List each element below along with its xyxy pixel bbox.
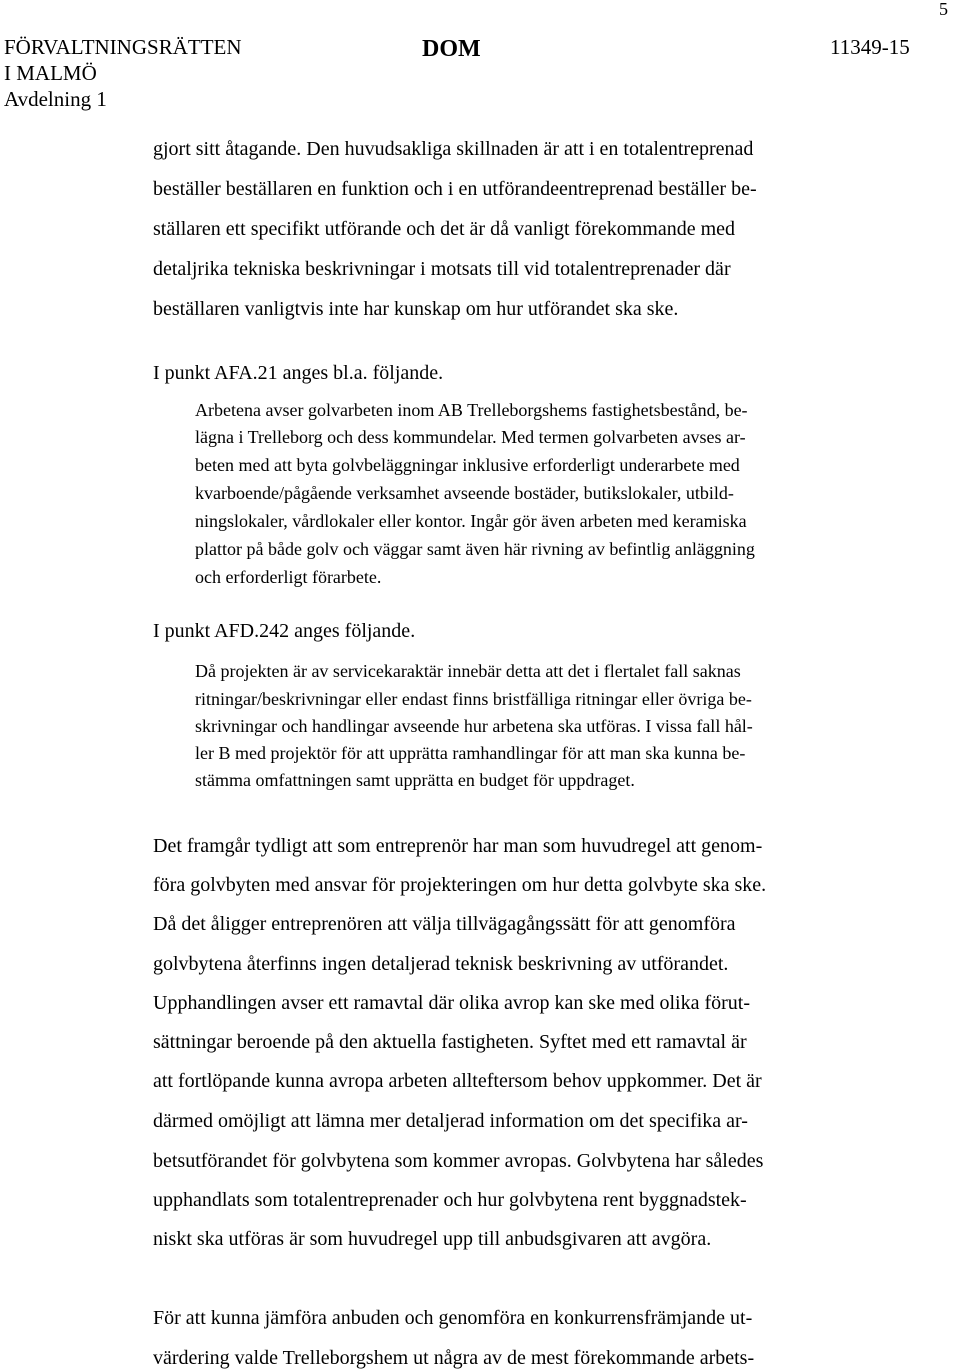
text-line: sättningar beroende på den aktuella fastigheten. Syftet med ett ramavtal är bbox=[153, 1031, 747, 1053]
text-line: upphandlats som totalentreprenader och hur golvbytena rent byggnadstek- bbox=[153, 1189, 747, 1211]
text-line: golvbytena återfinns ingen detaljerad teknisk beskrivning av utförandet. bbox=[153, 953, 729, 975]
text-line: Det framgår tydligt att som entreprenör har man som huvudregel att genom- bbox=[153, 835, 763, 857]
document-type: DOM bbox=[422, 36, 481, 62]
text-line: niskt ska utföras är som huvudregel upp till anbudsgivaren att avgöra. bbox=[153, 1228, 712, 1250]
afd-intro: I punkt AFD.242 anges följande. bbox=[153, 620, 416, 642]
quote-line: ritningar/beskrivningar eller endast finns bristfälliga ritningar eller övriga be- bbox=[195, 689, 752, 709]
text-line: gjort sitt åtagande. Den huvudsakliga skillnaden är att i en totalentreprenad bbox=[153, 138, 754, 160]
text-line: att fortlöpande kunna avropa arbeten allteftersom behov uppkommer. Det är bbox=[153, 1070, 762, 1092]
quote-line: lägna i Trelleborg och dess kommundelar. Med termen golvarbeten avses ar- bbox=[195, 427, 746, 447]
text-line: föra golvbyten med ansvar för projekteringen om hur detta golvbyte ska ske. bbox=[153, 874, 767, 896]
text-line: beställaren vanligtvis inte har kunskap om hur utförandet ska ske. bbox=[153, 298, 679, 320]
quote-line: plattor på både golv och väggar samt även här rivning av befintlig anläggning bbox=[195, 539, 755, 559]
afa-intro: I punkt AFA.21 anges bl.a. följande. bbox=[153, 362, 444, 384]
quote-line: Då projekten är av servicekaraktär innebär detta att det i flertalet fall saknas bbox=[195, 661, 741, 681]
text-line: Upphandlingen avser ett ramavtal där olika avrop kan ske med olika förut- bbox=[153, 992, 751, 1014]
text-line: Då det åligger entreprenören att välja tillvägagångssätt för att genomföra bbox=[153, 913, 736, 935]
text-line: värdering valde Trelleborgshem ut några av de mest förekommande arbets- bbox=[153, 1347, 755, 1369]
text-line: beställer beställaren en funktion och i en utförandeentreprenad beställer be- bbox=[153, 178, 757, 200]
quote-line: ler B med projektör för att upprätta ramhandlingar för att man ska kunna be- bbox=[195, 743, 746, 763]
quote-line: kvarboende/pågående verksamhet avseende bostäder, butikslokaler, utbild- bbox=[195, 483, 734, 503]
text-line: därmed omöjligt att lämna mer detaljerad information om det specifika ar- bbox=[153, 1110, 748, 1132]
quote-line: och erforderligt förarbete. bbox=[195, 567, 382, 587]
text-line: ställaren ett specifikt utförande och det är då vanligt förekommande med bbox=[153, 218, 736, 240]
text-line: För att kunna jämföra anbuden och genomföra en konkurrensfrämjande ut- bbox=[153, 1307, 753, 1329]
text-line: detaljrika tekniska beskrivningar i motsats till vid totalentreprenader där bbox=[153, 258, 731, 280]
quote-line: skrivningar och handlingar avseende hur arbetena ska utföras. I vissa fall hål- bbox=[195, 716, 753, 736]
text-line: betsutförandet för golvbytena som kommer avropas. Golvbytena har således bbox=[153, 1150, 764, 1172]
quote-line: ningslokaler, vårdlokaler eller kontor. Ingår gör även arbeten med keramiska bbox=[195, 511, 747, 531]
quote-line: stämma omfattningen samt upprätta en budget för uppdraget. bbox=[195, 770, 635, 790]
court-division: Avdelning 1 bbox=[4, 87, 107, 111]
court-name: FÖRVALTNINGSRÄTTEN bbox=[4, 35, 242, 59]
quote-line: Arbetena avser golvarbeten inom AB Trelleborgshems fastighetsbestånd, be- bbox=[195, 400, 748, 420]
court-city: I MALMÖ bbox=[4, 61, 97, 85]
case-number: 11349-15 bbox=[830, 35, 910, 59]
page-number: 5 bbox=[939, 0, 948, 19]
quote-line: beten med att byta golvbeläggningar inklusive erforderligt underarbete med bbox=[195, 455, 740, 475]
